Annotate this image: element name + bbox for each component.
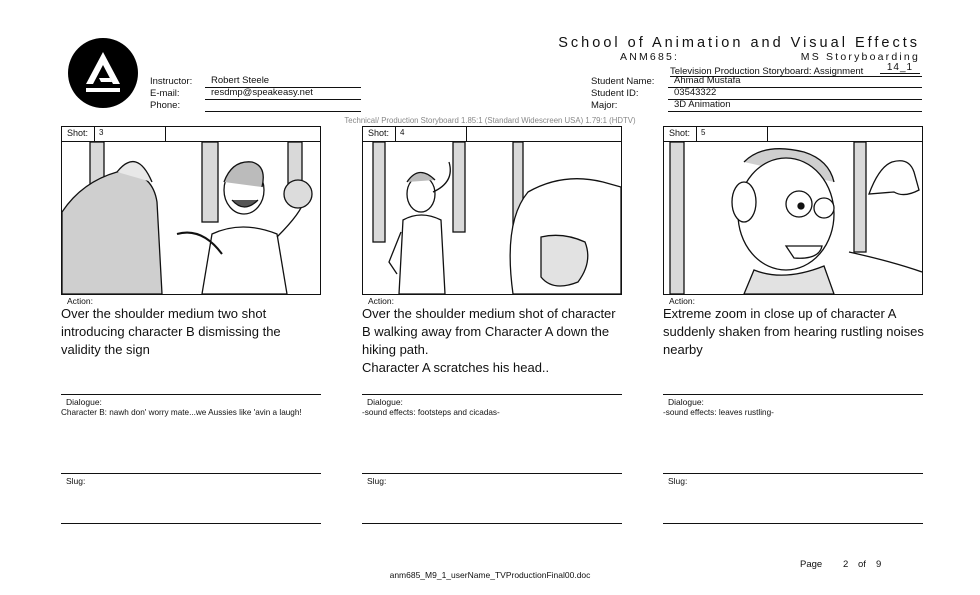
action-text: Extreme zoom in close up of character A suddenly shaken from hearing rustling noises nearby (663, 306, 924, 357)
page-number: 2 (843, 559, 849, 570)
storyboard-frame (362, 141, 622, 295)
shot-bar (362, 126, 622, 142)
course-name: MS Storyboarding (800, 51, 920, 63)
dialogue-text: -sound effects: footsteps and cicadas- (362, 408, 500, 417)
major-label: Major: (591, 100, 618, 111)
page-label: Page (800, 559, 823, 570)
shot-bar (61, 126, 321, 142)
slug-divider (663, 523, 923, 524)
shot-number-cell (395, 127, 467, 141)
dialogue-label: Dialogue: (367, 397, 403, 407)
shot-label: Shot: (368, 128, 390, 138)
action-divider (61, 394, 321, 395)
shot-label: Shot: (67, 128, 89, 138)
action-label: Action: (669, 296, 695, 306)
email-value: resdmp@speakeasy.net (205, 87, 361, 100)
slug-divider (362, 523, 622, 524)
dialogue-label: Dialogue: (66, 397, 102, 407)
phone-label: Phone: (150, 100, 181, 111)
shot-number: 5 (701, 128, 706, 137)
sketch-illustration (363, 142, 621, 294)
slug-divider (61, 523, 321, 524)
sketch-illustration (62, 142, 320, 294)
page-of-label: of (858, 559, 866, 570)
school-title: School of Animation and Visual Effects (558, 35, 920, 51)
school-logo (68, 38, 138, 108)
email-label: E-mail: (150, 88, 180, 99)
instructor-label: Instructor: (150, 76, 193, 87)
dialogue-divider (663, 473, 923, 474)
major-value: 3D Animation (668, 99, 922, 112)
shot-number: 4 (400, 128, 405, 137)
dialogue-text: -sound effects: leaves rustling- (663, 408, 774, 417)
document-filename: anm685_M9_1_userName_TVProductionFinal00.doc (389, 570, 591, 580)
page-total: 9 (876, 559, 882, 570)
student-name-value: Ahmad Mustafa (668, 75, 922, 88)
sketch-illustration (664, 142, 922, 294)
assignment-value: 14_1 (880, 62, 920, 74)
instructor-value: Robert Steele (205, 75, 361, 88)
student-id-value: 03543322 (668, 87, 922, 100)
assignment-label: Television Production Storyboard: Assignment (670, 66, 864, 77)
dialogue-label: Dialogue: (668, 397, 704, 407)
action-label: Action: (67, 296, 93, 306)
slug-label: Slug: (668, 476, 688, 486)
action-text: Over the shoulder medium shot of character B walking away from Character A down the hiking path. Character A scratches his head.. (362, 306, 616, 375)
storyboard-frame (663, 141, 923, 295)
slug-label: Slug: (66, 476, 86, 486)
shot-number: 3 (99, 128, 104, 137)
dialogue-text: Character B: nawh don' worry mate...we Aussies like 'avin a laugh! (61, 408, 302, 417)
action-text: Over the shoulder medium two shot introducing character B dismissing the validity the sign (61, 306, 281, 357)
student-name-label: Student Name: (591, 76, 655, 87)
action-label: Action: (368, 296, 394, 306)
slug-label: Slug: (367, 476, 387, 486)
action-divider (362, 394, 622, 395)
shot-label: Shot: (669, 128, 691, 138)
dialogue-divider (362, 473, 622, 474)
storyboard-subtitle: Technical/ Production Storyboard 1.85:1 (Standard Widescreen USA) 1.79:1 (HDTV) (344, 116, 636, 125)
student-id-label: Student ID: (591, 88, 639, 99)
shot-bar (663, 126, 923, 142)
action-divider (663, 394, 923, 395)
storyboard-frame (61, 141, 321, 295)
phone-value (205, 99, 361, 112)
shot-number-cell (94, 127, 166, 141)
shot-number-cell (696, 127, 768, 141)
logo-emblem-icon (68, 38, 138, 108)
course-code: ANM685: (620, 51, 680, 63)
dialogue-divider (61, 473, 321, 474)
